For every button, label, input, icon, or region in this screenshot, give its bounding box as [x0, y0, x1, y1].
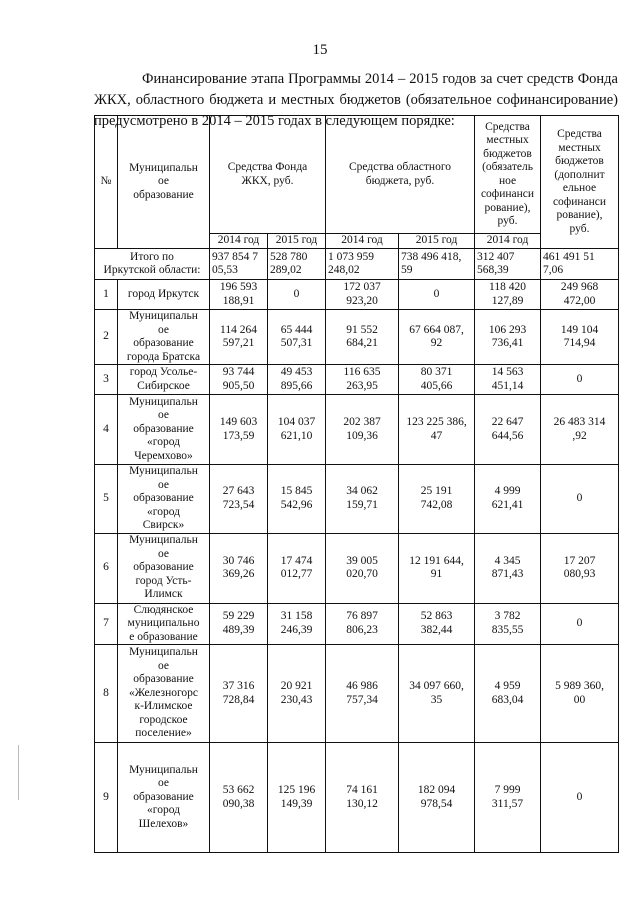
cell-local-2014: 4 345 871,43 [475, 533, 541, 603]
total-regional-2015: 738 496 418, 59 [399, 249, 475, 280]
total-extra: 461 491 51 7,06 [541, 249, 619, 280]
cell-fund-2014: 53 662 090,38 [210, 743, 268, 853]
cell-name: Муниципальн ое образование «город Свирск» [118, 465, 210, 534]
cell-fund-2015: 0 [268, 280, 326, 310]
cell-name: Слюдянское муниципально е образование [118, 603, 210, 645]
cell-name: Муниципальн ое образование «город Шелехов» [118, 743, 210, 853]
intro-paragraph: Финансирование этапа Программы 2014 – 2015 годов за счет средств Фонда ЖКХ, областного бюджета и местных бюджетов (обязательное софинансирование) предусмотрено в 2014 – 2015 годах в следующем порядке: [94, 71, 618, 129]
cell-extra: 26 483 314 ,92 [541, 395, 619, 465]
cell-name: Муниципальн ое образование город Усть- Илимск [118, 533, 210, 603]
cell-local-2014: 14 563 451,14 [475, 365, 541, 395]
table-row [95, 645, 619, 743]
cell-extra: 0 [541, 465, 619, 534]
cell-fund-2015: 49 453 895,66 [268, 365, 326, 395]
table-row [95, 743, 619, 853]
cell-fund-2014: 37 316 728,84 [210, 645, 268, 743]
cell-num: 4 [95, 395, 118, 465]
cell-extra: 0 [541, 603, 619, 645]
table-row [95, 603, 619, 645]
cell-regional-2015: 12 191 644, 91 [399, 533, 475, 603]
header-year-fund-2015: 2015 год [268, 234, 326, 249]
cell-regional-2015: 52 863 382,44 [399, 603, 475, 645]
cell-local-2014: 106 293 736,41 [475, 310, 541, 365]
table-row [95, 395, 619, 465]
cell-fund-2015: 31 158 246,39 [268, 603, 326, 645]
header-regional: Средства областного бюджета, руб. [326, 116, 475, 234]
cell-num: 8 [95, 645, 118, 743]
cell-regional-2014: 46 986 757,34 [326, 645, 399, 743]
header-year-regional-2014: 2014 год [326, 234, 399, 249]
cell-regional-2015: 34 097 660, 35 [399, 645, 475, 743]
table-row [95, 310, 619, 365]
header-extra: Средства местных бюджетов (дополнит ельное софинанси рование), руб. [541, 116, 619, 249]
page-number: 15 [312, 42, 328, 58]
header-year-regional-2015: 2015 год [399, 234, 475, 249]
cell-fund-2014: 93 744 905,50 [210, 365, 268, 395]
cell-regional-2014: 116 635 263,95 [326, 365, 399, 395]
total-local-2014: 312 407 568,39 [475, 249, 541, 280]
table-row [95, 365, 619, 395]
cell-extra: 17 207 080,93 [541, 533, 619, 603]
table-row [95, 280, 619, 310]
total-fund-2014: 937 854 7 05,53 [210, 249, 268, 280]
cell-num: 3 [95, 365, 118, 395]
cell-regional-2015: 0 [399, 280, 475, 310]
cell-extra: 149 104 714,94 [541, 310, 619, 365]
margin-mark [18, 745, 19, 800]
cell-regional-2015: 67 664 087, 92 [399, 310, 475, 365]
cell-extra: 249 968 472,00 [541, 280, 619, 310]
cell-regional-2014: 34 062 159,71 [326, 465, 399, 534]
header-municipality: Муниципальн ое образование [118, 116, 210, 249]
cell-num: 1 [95, 280, 118, 310]
cell-extra: 0 [541, 365, 619, 395]
cell-local-2014: 4 999 621,41 [475, 465, 541, 534]
cell-fund-2014: 196 593 188,91 [210, 280, 268, 310]
cell-fund-2014: 59 229 489,39 [210, 603, 268, 645]
cell-local-2014: 7 999 311,57 [475, 743, 541, 853]
cell-fund-2014: 30 746 369,26 [210, 533, 268, 603]
cell-regional-2014: 202 387 109,36 [326, 395, 399, 465]
cell-regional-2014: 172 037 923,20 [326, 280, 399, 310]
cell-local-2014: 22 647 644,56 [475, 395, 541, 465]
header-local: Средства местных бюджетов (обязатель ное софинанси рование), руб. [475, 116, 541, 234]
header-fund: Средства Фонда ЖКХ, руб. [210, 116, 326, 234]
cell-fund-2015: 125 196 149,39 [268, 743, 326, 853]
header-year-fund-2014: 2014 год [210, 234, 268, 249]
header-num: № [95, 116, 118, 249]
cell-num: 6 [95, 533, 118, 603]
cell-regional-2015: 25 191 742,08 [399, 465, 475, 534]
cell-regional-2014: 91 552 684,21 [326, 310, 399, 365]
cell-extra: 0 [541, 743, 619, 853]
cell-name: Муниципальн ое образование города Братска [118, 310, 210, 365]
cell-fund-2015: 15 845 542,96 [268, 465, 326, 534]
cell-num: 7 [95, 603, 118, 645]
cell-local-2014: 4 959 683,04 [475, 645, 541, 743]
cell-local-2014: 3 782 835,55 [475, 603, 541, 645]
cell-regional-2015: 123 225 386, 47 [399, 395, 475, 465]
total-label: Итого по Иркутской области: [95, 249, 210, 280]
header-year-local-2014: 2014 год [475, 234, 541, 249]
total-regional-2014: 1 073 959 248,02 [326, 249, 399, 280]
table-row [95, 533, 619, 603]
cell-regional-2015: 182 094 978,54 [399, 743, 475, 853]
total-row [95, 249, 619, 280]
cell-regional-2014: 39 005 020,70 [326, 533, 399, 603]
cell-num: 5 [95, 465, 118, 534]
cell-local-2014: 118 420 127,89 [475, 280, 541, 310]
cell-fund-2015: 20 921 230,43 [268, 645, 326, 743]
cell-regional-2014: 74 161 130,12 [326, 743, 399, 853]
total-fund-2015: 528 780 289,02 [268, 249, 326, 280]
cell-name: город Иркутск [118, 280, 210, 310]
cell-fund-2014: 27 643 723,54 [210, 465, 268, 534]
cell-fund-2015: 17 474 012,77 [268, 533, 326, 603]
cell-regional-2015: 80 371 405,66 [399, 365, 475, 395]
cell-name: город Усолье- Сибирское [118, 365, 210, 395]
cell-extra: 5 989 360, 00 [541, 645, 619, 743]
cell-num: 9 [95, 743, 118, 853]
cell-fund-2015: 65 444 507,31 [268, 310, 326, 365]
cell-name: Муниципальн ое образование «город Черемхово» [118, 395, 210, 465]
cell-regional-2014: 76 897 806,23 [326, 603, 399, 645]
cell-fund-2015: 104 037 621,10 [268, 395, 326, 465]
table-row [95, 465, 619, 534]
cell-fund-2014: 114 264 597,21 [210, 310, 268, 365]
cell-name: Муниципальн ое образование «Железногорс к-Илимское городское поселение» [118, 645, 210, 743]
cell-num: 2 [95, 310, 118, 365]
financing-table [94, 115, 619, 853]
cell-fund-2014: 149 603 173,59 [210, 395, 268, 465]
